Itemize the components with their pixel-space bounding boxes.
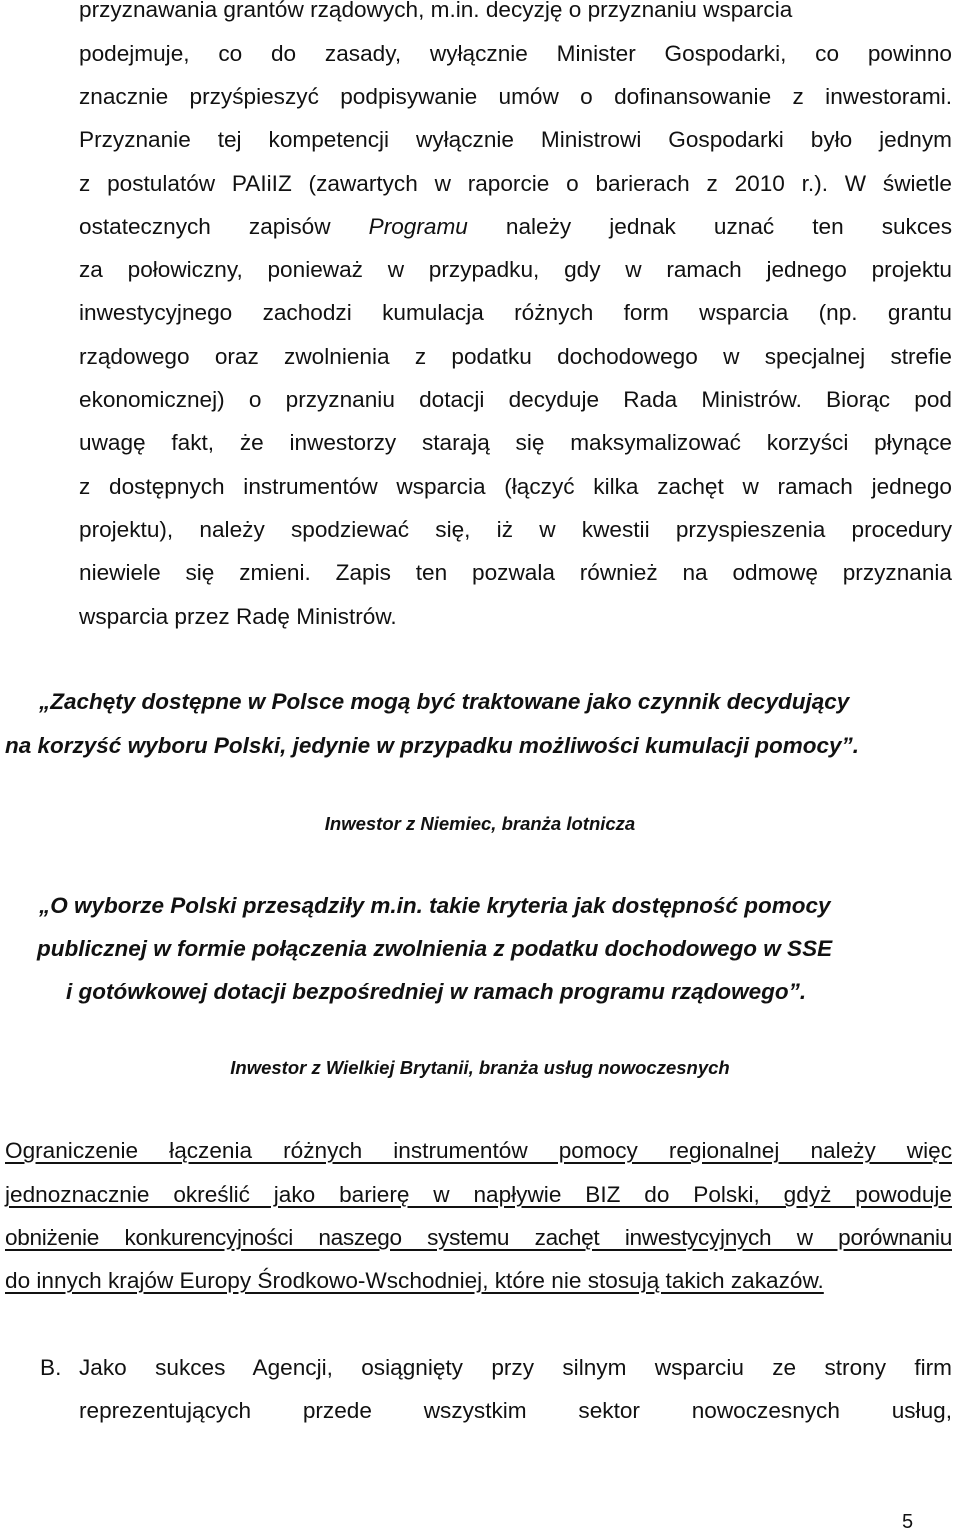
paragraph-1-line-3 [79, 83, 952, 111]
p1-line-6-program-italic: Programu [368, 214, 468, 239]
quote-2-line-3 [66, 978, 806, 1006]
quote-2-line-1 [39, 892, 831, 920]
p1-line-3-text: znacznie przyśpieszyć podpisywanie umów o dofinansowanie z inwestorami. [79, 84, 952, 109]
quote-1-attribution [0, 812, 960, 836]
list-item-b-line-1-text: Jako sukces Agencji, osiągnięty przy silnym wsparciu ze strony firm [79, 1355, 952, 1380]
quote-1-line-1 [39, 688, 849, 716]
paragraph-1-line-6 [79, 213, 952, 241]
p1-line-1-text: przyznawania grantów rządowych, m.in. decyzję o przyznaniu wsparcia [79, 0, 793, 22]
underlined-line-3-text: obniżenie konkurencyjności naszego systemu zachęt inwestycyjnych w porównaniu [5, 1225, 952, 1250]
paragraph-1-line-2 [79, 40, 952, 68]
paragraph-1-line-12 [79, 473, 952, 501]
paragraph-1-line-8 [79, 299, 952, 327]
paragraph-1-line-9 [79, 343, 952, 371]
paragraph-1-line-10 [79, 386, 952, 414]
p1-line-14-text: niewiele się zmieni. Zapis ten pozwala również na odmowę przyznania [79, 560, 952, 585]
list-item-b-marker-text: B. [40, 1355, 62, 1380]
p1-line-8-text: inwestycyjnego zachodzi kumulacja różnych form wsparcia (np. grantu [79, 300, 952, 325]
underlined-line-2-text: jednoznacznie określić jako barierę w napływie BIZ do Polski, gdyż powoduje [5, 1182, 952, 1207]
quote-1-line-2-text: na korzyść wyboru Polski, jedynie w przypadku możliwości kumulacji pomocy”. [5, 733, 859, 758]
p1-line-6-text-a: ostatecznych zapisów [79, 214, 331, 239]
underlined-line-4-text: do innych krajów Europy Środkowo-Wschodniej, które nie stosują takich zakazów. [5, 1268, 824, 1293]
paragraph-1-line-14 [79, 559, 952, 587]
quote-2-line-1-text: „O wyborze Polski przesądziły m.in. takie kryteria jak dostępność pomocy [39, 893, 831, 918]
underlined-line-1 [5, 1137, 952, 1165]
quote-2-line-2-text: publicznej w formie połączenia zwolnienia z podatku dochodowego w SSE [37, 936, 833, 961]
paragraph-1-line-1 [79, 0, 952, 24]
paragraph-1-line-11 [79, 429, 952, 457]
p1-line-5-text: z postulatów PAIiIZ (zawartych w raporcie o barierach z 2010 r.). W świetle [79, 171, 952, 196]
paragraph-1-line-4 [79, 126, 952, 154]
p1-line-12-text: z dostępnych instrumentów wsparcia (łączyć kilka zachęt w ramach jednego [79, 474, 952, 499]
p1-line-10-text: ekonomicznej) o przyznaniu dotacji decyduje Rada Ministrów. Biorąc pod [79, 387, 952, 412]
paragraph-1-line-15 [79, 603, 397, 631]
p1-line-15-text: wsparcia przez Radę Ministrów. [79, 604, 397, 629]
p1-line-2-text: podejmuje, co do zasady, wyłącznie Minister Gospodarki, co powinno [79, 41, 952, 66]
paragraph-1-line-5 [79, 170, 952, 198]
p1-line-11-text: uwagę fakt, że inwestorzy starają się maksymalizować korzyści płynące [79, 430, 952, 455]
list-item-b-line-2 [79, 1397, 952, 1425]
underlined-line-3 [5, 1224, 952, 1252]
list-item-b-marker [40, 1354, 61, 1382]
underlined-line-2 [5, 1181, 952, 1209]
quote-2-line-3-text: i gotówkowej dotacji bezpośredniej w ramach programu rządowego”. [66, 979, 807, 1004]
p1-line-6-text-b: należy jednak uznać ten sukces [505, 214, 953, 239]
p1-line-7-text: za połowiczny, ponieważ w przypadku, gdy w ramach jednego projektu [79, 257, 952, 282]
p1-line-4-text: Przyznanie tej kompetencji wyłącznie Ministrowi Gospodarki było jednym [79, 127, 952, 152]
quote-1-line-2 [5, 732, 859, 760]
quote-1-attribution-text: Inwestor z Niemiec, branża lotnicza [324, 813, 636, 834]
p1-line-13-text: projektu), należy spodziewać się, iż w kwestii przyspieszenia procedury [79, 517, 952, 542]
quote-2-attribution-text: Inwestor z Wielkiej Brytanii, branża usług nowoczesnych [230, 1057, 730, 1078]
quote-1-line-1-text: „Zachęty dostępne w Polsce mogą być traktowane jako czynnik decydujący [39, 689, 850, 714]
p1-line-9-text: rządowego oraz zwolnienia z podatku dochodowego w specjalnej strefie [79, 344, 952, 369]
list-item-b-line-1 [79, 1354, 952, 1382]
underlined-line-4 [5, 1267, 824, 1295]
underlined-line-1-text: Ograniczenie łączenia różnych instrumentów pomocy regionalnej należy więc [5, 1138, 952, 1163]
quote-2-line-2 [37, 935, 832, 963]
list-item-b-line-2-text: reprezentujących przede wszystkim sektor nowoczesnych usług, [79, 1398, 952, 1423]
quote-2-attribution [0, 1056, 960, 1080]
paragraph-1-line-13 [79, 516, 952, 544]
page-number: 5 [902, 1511, 914, 1533]
paragraph-1-line-7 [79, 256, 952, 284]
